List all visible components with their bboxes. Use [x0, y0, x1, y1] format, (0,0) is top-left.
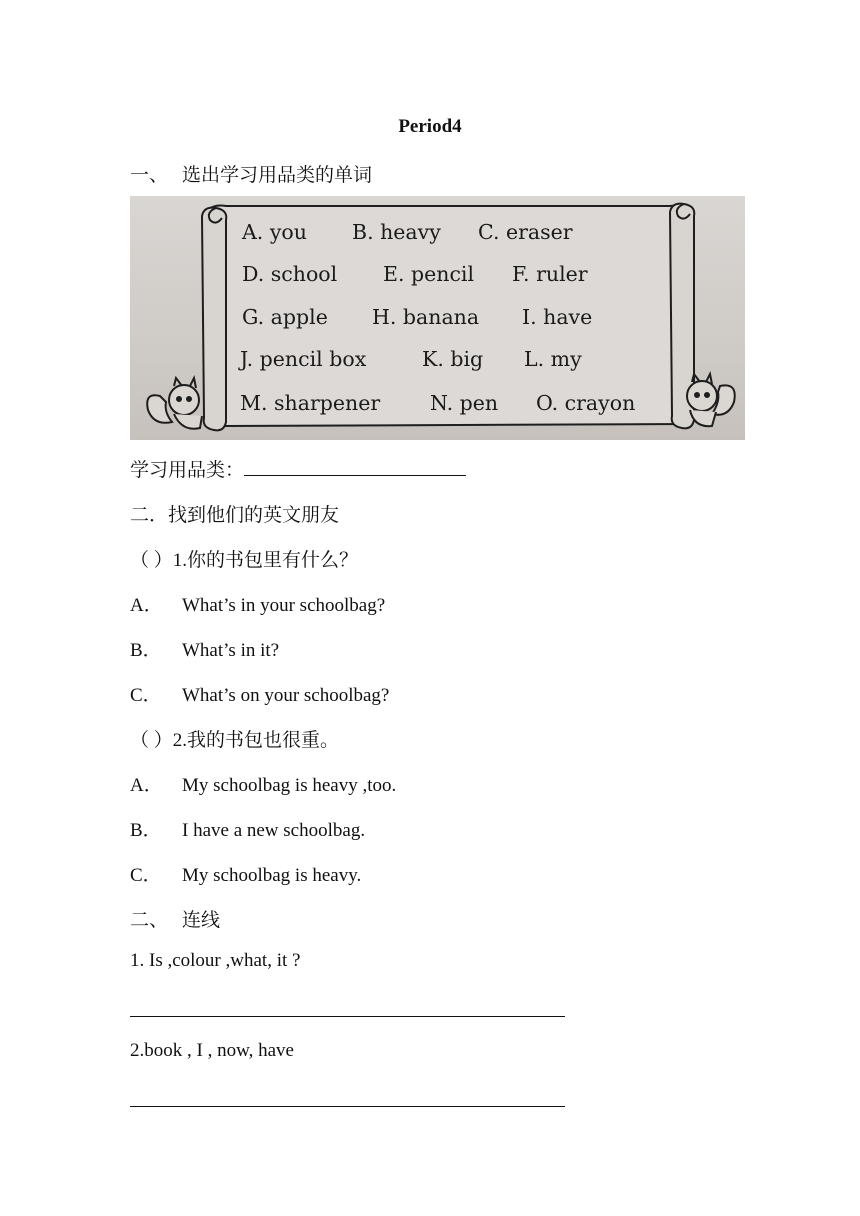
option-letter: B． [130, 640, 162, 661]
page-title: Period4 [398, 116, 462, 137]
left-squirrel-icon [147, 378, 202, 429]
word-o: O. crayon [536, 391, 636, 415]
q1-option-c [130, 680, 389, 707]
option-letter: C． [130, 685, 162, 706]
answer-label: 学习用品类： [130, 460, 245, 481]
word-k: K. big [422, 347, 484, 371]
q2-option-a [130, 770, 396, 797]
question-1-prompt: （ ）1.你的书包里有什么？ [130, 550, 359, 571]
option-text: What’s in your schoolbag? [182, 595, 386, 616]
option-text: I have a new schoolbag. [182, 820, 366, 841]
word-g: G. apple [242, 305, 328, 329]
question-2-prompt: （ ）2.我的书包也很重。 [130, 730, 340, 751]
option-letter: C． [130, 865, 162, 886]
word-h: H. banana [372, 305, 480, 329]
section1-number: 一、 [130, 165, 169, 186]
option-letter: A． [130, 595, 163, 616]
word-c: C. eraser [478, 220, 573, 244]
option-letter: B． [130, 820, 162, 841]
word-f: F. ruler [512, 262, 588, 286]
option-letter: A． [130, 775, 163, 796]
word-i: I. have [522, 305, 593, 329]
answer-rule-1[interactable] [130, 1016, 565, 1017]
answer-rule-2[interactable] [130, 1106, 565, 1107]
q1-option-a [130, 590, 385, 617]
q2-option-c [130, 860, 361, 887]
section3-number: 二、 [130, 910, 169, 931]
word-n: N. pen [430, 391, 499, 415]
answer-line [130, 455, 466, 482]
section3-heading [130, 905, 220, 932]
word-b: B. heavy [352, 220, 441, 244]
answer-blank[interactable] [244, 459, 466, 476]
section1-heading [130, 160, 372, 187]
section2-heading: 二．找到他们的英文朋友 [130, 505, 340, 526]
section3-heading-text: 连线 [182, 910, 221, 931]
word-m: M. sharpener [240, 391, 381, 415]
q2-option-b [130, 815, 365, 842]
sentence-item-1: 1. Is ,colour ,what, it ? [130, 950, 301, 971]
section1-heading-text: 选出学习用品类的单词 [182, 165, 373, 186]
sentence-item-2: 2.book , I , now, have [130, 1040, 294, 1061]
q1-option-b [130, 635, 279, 662]
option-text: What’s on your schoolbag? [182, 685, 390, 706]
word-d: D. school [242, 262, 338, 286]
word-l: L. my [524, 347, 582, 371]
option-text: My schoolbag is heavy ,too. [182, 775, 397, 796]
word-a: A. you [242, 220, 307, 244]
option-text: My schoolbag is heavy. [182, 865, 362, 886]
word-scroll-photo [130, 196, 745, 440]
option-text: What’s in it? [182, 640, 280, 661]
word-j: J. pencil box [240, 347, 367, 371]
word-e: E. pencil [383, 262, 475, 286]
